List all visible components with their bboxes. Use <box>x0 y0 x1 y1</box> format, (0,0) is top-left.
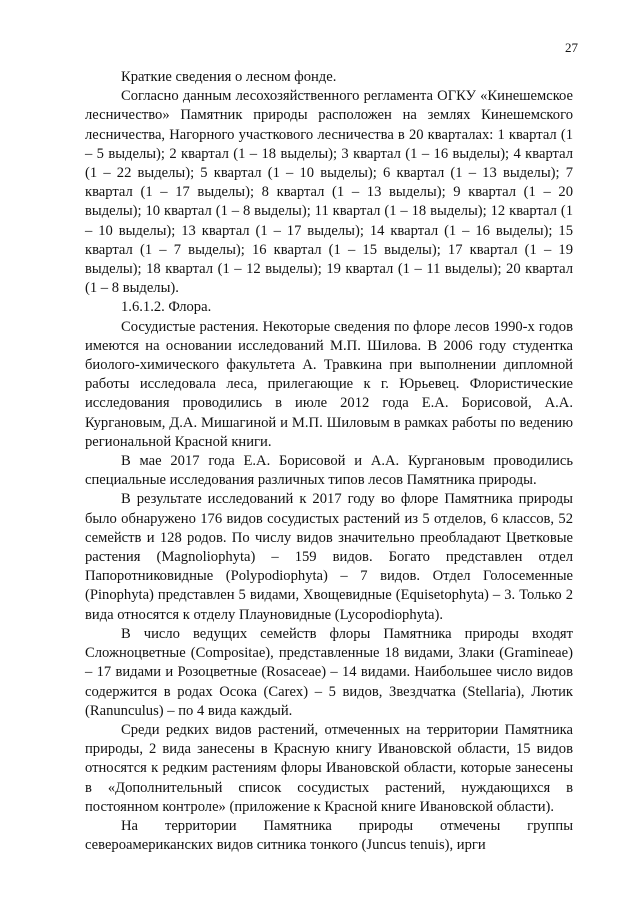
page-body <box>85 68 573 855</box>
paragraph-leading-families: В число ведущих семейств флоры Памятника природы входят Сложноцветные (Compositae), представленные 18 видами, Злаки (Gramineae) – 17 видами и Розоцветные (Rosaceae) – 14 видами. Наибольшее число видов содержится в родах Осока (Carex) – 5 видов, Звездчатка (Stellaria), Лютик (Ranunculus) – по 4 вида каждый. <box>85 625 573 719</box>
paragraph-species-counts: В результате исследований к 2017 году во флоре Памятника природы было обнаружено 176 видов сосудистых растений из 5 отделов, 6 классов, 52 семейств и 128 родов. По числу видов значительно преобладают Цветковые растения (Magnoliophyta) – 159 видов. Богато представлен отдел Папоротниковидные (Polypodiophyta) – 7 видов. Отдел Голосеменные (Pinophyta) представлен 5 видами, Хвощевидные (Equisetophyta) – 3. Только 2 вида относятся к отделу Плауновидные (Lycopodiophyta). <box>85 491 573 623</box>
page-number: 27 <box>565 40 578 55</box>
section-heading-flora: 1.6.1.2. Флора. <box>121 299 212 316</box>
paragraph-2017-studies: В мае 2017 года Е.А. Борисовой и А.А. Кургановым проводились специальные исследования различных типов лесов Памятника природы. <box>85 453 573 489</box>
paragraph-vascular-plants: Сосудистые растения. Некоторые сведения по флоре лесов 1990-х годов имеются на основании исследований М.П. Шилова. В 2006 году студентка биолого-химического факультета А. Травкина при выполнении дипломной работы исследовала леса, прилегающие к г. Юрьевец. Флористические исследования проводились в июле 2012 года Е.А. Борисовой, А.А. Кургановым, Д.А. Мишагиной и М.П. Шиловым в рамках работы по ведению региональной Красной книги. <box>85 318 573 450</box>
paragraph-north-american-species: На территории Памятника природы отмечены группы североамериканских видов ситника тонкого (Juncus tenuis), ирги <box>85 817 573 854</box>
paragraph-rare-species: Среди редких видов растений, отмеченных на территории Памятника природы, 2 вида занесены в Красную книгу Ивановской области, 15 видов относятся к редким растениям флоры Ивановской области, которые занесены в «Дополнительный список сосудистых растений, нуждающихся в постоянном контроле» (приложение к Красной книге Ивановской области). <box>85 721 573 815</box>
paragraph-forest-fund-heading: Краткие сведения о лесном фонде. <box>121 69 337 85</box>
paragraph-forest-fund-details: Согласно данным лесохозяйственного регламента ОГКУ «Кинешемское лесничество» Памятник природы расположен на землях Кинешемского лесничества, Нагорного участкового лесничества в 20 кварталах: 1 квартал (1 – 5 выделы); 2 квартал (1 – 18 выделы); 3 квартал (1 – 16 выделы); 4 квартал (1 – 22 выделы); 5 квартал (1 – 10 выделы); 6 квартал (1 – 13 выделы); 7 квартал (1 – 17 выделы); 8 квартал (1 – 13 выделы); 9 квартал (1 – 20 выделы); 10 квартал (1 – 8 выделы); 11 квартал (1 – 18 выделы); 12 квартал (1 – 10 выделы); 13 квартал (1 – 17 выделы); 14 квартал (1 – 16 выделы); 15 квартал (1 – 7 выделы); 16 квартал (1 – 15 выделы); 17 квартал (1 – 19 выделы); 18 квартал (1 – 12 выделы); 19 квартал (1 – 11 выделы); 20 квартал (1 – 8 выделы). <box>85 88 573 297</box>
